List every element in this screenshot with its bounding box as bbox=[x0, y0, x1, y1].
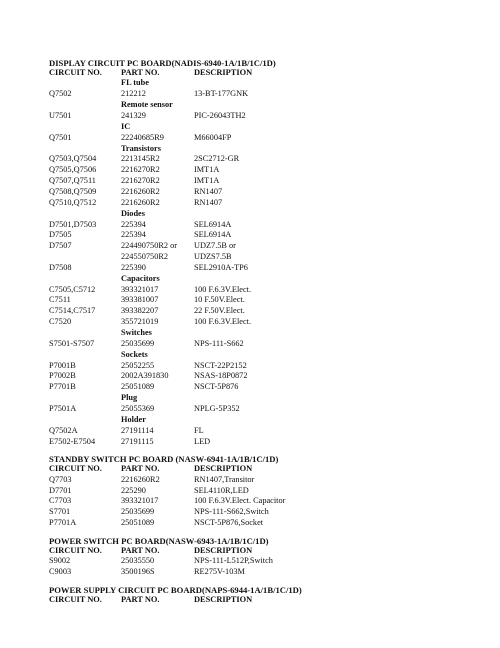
description-cell: SEL6914A bbox=[194, 230, 232, 240]
description-cell: 100 F.6.3V.Elect. Capacitor bbox=[194, 496, 286, 506]
category-label: Remote sensor bbox=[121, 100, 173, 110]
category-label: Plug bbox=[121, 393, 138, 403]
circuit-no-cell: Q7502 bbox=[49, 89, 72, 99]
column-header-circuit-no: CIRCUIT NO. bbox=[49, 594, 102, 604]
section-title: POWER SUPPLY CIRCUIT PC BOARD(NAPS-6944-1A/1B/1C/1D) bbox=[49, 585, 302, 596]
column-header-part-no: PART NO. bbox=[121, 545, 160, 555]
column-header-description: DESCRIPTION bbox=[194, 594, 253, 604]
description-cell: SEL6914A bbox=[194, 219, 232, 229]
part-no-cell: 2216260R2 bbox=[121, 474, 160, 484]
part-no-cell: 225394 bbox=[121, 230, 146, 240]
part-no-cell: 355721019 bbox=[121, 317, 159, 327]
circuit-no-cell: Q7501 bbox=[49, 132, 72, 142]
description-cell: SEL2910A-TP6 bbox=[194, 262, 248, 272]
description-cell: 22 F.50V.Elect. bbox=[194, 306, 245, 316]
part-no-cell: 25035699 bbox=[121, 507, 155, 517]
circuit-no-cell: C9003 bbox=[49, 567, 72, 577]
circuit-no-cell: D7508 bbox=[49, 262, 72, 272]
column-header-circuit-no: CIRCUIT NO. bbox=[49, 545, 102, 555]
description-cell: RE275V-103M bbox=[194, 567, 245, 577]
part-no-cell: 2216260R2 bbox=[121, 197, 160, 207]
description-cell: IMT1A bbox=[194, 176, 220, 186]
part-no-cell: 393321017 bbox=[121, 496, 159, 506]
part-no-cell: 25055369 bbox=[121, 403, 155, 413]
description-cell: NPS-111-S662 bbox=[194, 338, 244, 348]
circuit-no-cell: E7502-E7504 bbox=[49, 436, 96, 446]
section-title: DISPLAY CIRCUIT PC BOARD(NADIS-6940-1A/1B/1C/1D) bbox=[49, 58, 276, 68]
part-no-cell: 393381007 bbox=[121, 295, 159, 305]
description-cell: M66004FP bbox=[194, 132, 232, 142]
description-cell: NSCT-5P876 bbox=[194, 382, 239, 392]
part-no-cell: 27191114 bbox=[121, 425, 154, 435]
part-no-cell: 25035550 bbox=[121, 556, 155, 566]
circuit-no-cell: S9002 bbox=[49, 556, 71, 566]
description-cell: FL bbox=[194, 425, 204, 435]
part-no-cell: 224490750R2 or bbox=[121, 241, 178, 251]
category-label: Diodes bbox=[121, 208, 145, 218]
description-cell: RN1407 bbox=[194, 197, 223, 207]
description-cell: 2SC2712-GR bbox=[194, 154, 240, 164]
part-no-cell: 27191115 bbox=[121, 436, 154, 446]
part-no-cell: 2216270R2 bbox=[121, 176, 160, 186]
column-header-part-no: PART NO. bbox=[121, 594, 160, 604]
circuit-no-cell: P7002B bbox=[49, 371, 76, 381]
part-no-cell: 393321017 bbox=[121, 284, 159, 294]
part-no-cell: 25035699 bbox=[121, 338, 155, 348]
description-cell: NSCT-22P2152 bbox=[194, 360, 247, 370]
column-header-circuit-no: CIRCUIT NO. bbox=[49, 463, 102, 473]
circuit-no-cell: D7701 bbox=[49, 485, 72, 495]
circuit-no-cell: C7505,C5712 bbox=[49, 284, 96, 294]
section-title: STANDBY SWITCH PC BOARD (NASW-6941-1A/1B/1C/1D) bbox=[49, 454, 279, 465]
description-cell: IMT1A bbox=[194, 165, 220, 175]
description-cell: LED bbox=[194, 436, 211, 446]
part-no-cell: 22240685R9 bbox=[121, 132, 164, 142]
circuit-no-cell: D7501,D7503 bbox=[49, 219, 97, 229]
description-cell: 100 F.6.3V.Elect. bbox=[194, 284, 252, 294]
description-cell: 100 F.6.3V.Elect. bbox=[194, 317, 252, 327]
circuit-no-cell: Q7503,Q7504 bbox=[49, 154, 97, 164]
circuit-no-cell: P7501A bbox=[49, 403, 77, 413]
circuit-no-cell: Q7508,Q7509 bbox=[49, 186, 97, 196]
part-no-cell: 2002A391830 bbox=[121, 371, 169, 381]
description-cell: SEL4110R,LED bbox=[194, 485, 249, 495]
column-header-description: DESCRIPTION bbox=[194, 463, 253, 473]
description-cell: RN1407 bbox=[194, 186, 223, 196]
circuit-no-cell: S7701 bbox=[49, 507, 71, 517]
column-header-part-no: PART NO. bbox=[121, 463, 160, 473]
description-cell: PIC-26043TH2 bbox=[194, 111, 246, 120]
description-cell: NPS-111-S662,Switch bbox=[194, 507, 269, 517]
part-no-cell: 2213145R2 bbox=[121, 154, 160, 164]
section-title: POWER SWITCH PC BOARD(NASW-6943-1A/1B/1C/1D) bbox=[49, 535, 269, 546]
part-no-cell: 25051089 bbox=[121, 382, 155, 392]
circuit-no-cell: P7701A bbox=[49, 518, 77, 528]
part-no-cell: 225290 bbox=[121, 485, 146, 495]
table-row bbox=[0, 567, 500, 579]
part-no-cell: 25051089 bbox=[121, 518, 155, 528]
column-header-description: DESCRIPTION bbox=[194, 67, 253, 77]
circuit-no-cell: D7507 bbox=[49, 241, 72, 251]
part-no-cell: 225394 bbox=[121, 219, 146, 229]
part-no-cell: 2216270R2 bbox=[121, 165, 160, 175]
part-no-cell: 2216260R2 bbox=[121, 186, 160, 196]
circuit-no-cell: C7511 bbox=[49, 295, 71, 305]
circuit-no-cell: Q7703 bbox=[49, 474, 72, 484]
category-label: Holder bbox=[121, 414, 146, 424]
table-row bbox=[0, 518, 500, 530]
circuit-no-cell: S7501-S7507 bbox=[49, 338, 95, 348]
circuit-no-cell: C7703 bbox=[49, 496, 72, 506]
circuit-no-cell: U7501 bbox=[49, 111, 72, 120]
category-label: IC bbox=[121, 121, 131, 131]
table-row bbox=[0, 437, 500, 449]
description-cell: RN1407,Transitor bbox=[194, 474, 255, 484]
column-header-part-no: PART NO. bbox=[121, 67, 160, 77]
circuit-no-cell: P7001B bbox=[49, 360, 76, 370]
part-no-cell: 225390 bbox=[121, 262, 146, 272]
part-no-cell: 212212 bbox=[121, 89, 146, 99]
circuit-no-cell: Q7510,Q7512 bbox=[49, 197, 97, 207]
part-no-cell: 393382207 bbox=[121, 306, 159, 316]
description-cell: NPS-111-L512P,Switch bbox=[194, 556, 273, 566]
part-no-cell: 224550750R2 bbox=[121, 252, 169, 262]
part-no-cell: 3500196S bbox=[121, 567, 155, 577]
circuit-no-cell: D7505 bbox=[49, 230, 72, 240]
category-label: Capacitors bbox=[121, 273, 160, 283]
column-header-circuit-no: CIRCUIT NO. bbox=[49, 67, 102, 77]
circuit-no-cell: C7520 bbox=[49, 317, 72, 327]
column-header-row bbox=[0, 595, 500, 607]
circuit-no-cell: C7514,C7517 bbox=[49, 306, 96, 316]
column-header-description: DESCRIPTION bbox=[194, 545, 253, 555]
circuit-no-cell: P7701B bbox=[49, 382, 76, 392]
description-cell: NSAS-18P0872 bbox=[194, 371, 248, 381]
description-cell: UDZS7.5B bbox=[194, 252, 232, 262]
description-cell: 10 F.50V.Elect. bbox=[194, 295, 245, 305]
category-label: Transistors bbox=[121, 143, 161, 153]
circuit-no-cell: Q7505,Q7506 bbox=[49, 165, 97, 175]
part-no-cell: 241329 bbox=[121, 111, 146, 120]
category-label: Switches bbox=[121, 328, 152, 337]
description-cell: NSCT-5P876,Socket bbox=[194, 518, 264, 528]
circuit-no-cell: Q7502A bbox=[49, 425, 78, 435]
category-label: Sockets bbox=[121, 349, 148, 359]
description-cell: UDZ7.5B or bbox=[194, 241, 236, 251]
part-no-cell: 25052255 bbox=[121, 360, 155, 370]
description-cell: NPLG-5P352 bbox=[194, 403, 240, 413]
category-label: FL tube bbox=[121, 78, 149, 88]
circuit-no-cell: Q7507,Q7511 bbox=[49, 176, 96, 186]
description-cell: 13-BT-177GNK bbox=[194, 89, 249, 99]
